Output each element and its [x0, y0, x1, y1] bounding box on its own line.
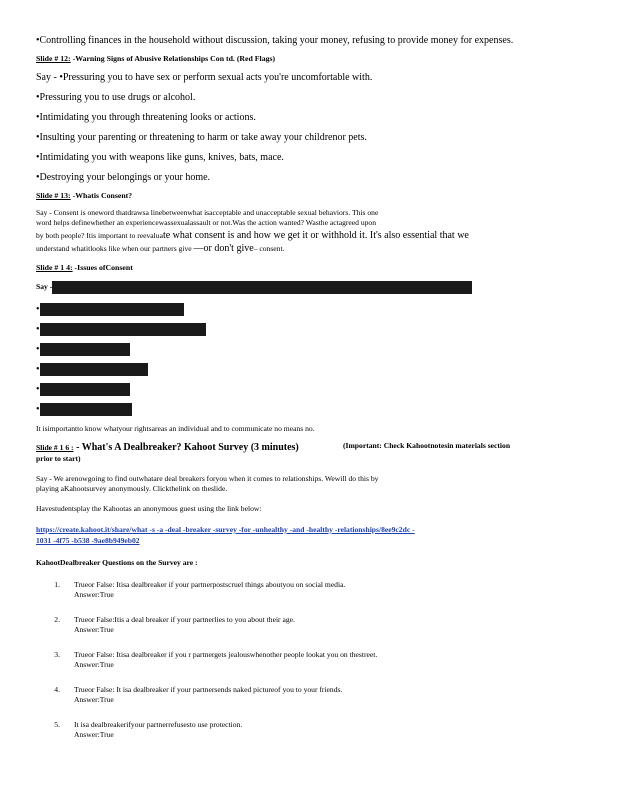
- answer-text: Answer:True: [74, 660, 114, 669]
- say-13-paragraph: [36, 208, 592, 254]
- say-13-line-4c: – consent.: [253, 244, 285, 253]
- slide-16-heading: [36, 440, 592, 464]
- questions-heading: KahootDealbreaker Questions on the Survey are :: [36, 558, 198, 567]
- kahoot-link-line-1[interactable]: https://create.kahoot.it/share/what -s -a -deal -breaker -survey -for -unhealthy -and -healthy -relationships/8ee9c2dc -: [36, 525, 415, 534]
- document-page: [36, 34, 592, 755]
- redaction-bar: [40, 383, 130, 396]
- slide-16-important-note: (Important: Check Kahootnotesin materials section: [343, 441, 511, 450]
- bullet-insulting-parenting: •Insulting your parenting or threatening to harm or take away your childrenor pets.: [36, 132, 367, 143]
- say-16-line-1: Say - We arenowgoing to find outwhatare deal breakers foryou when it comes to relationships. Wewill do this by: [36, 474, 379, 483]
- question-text: Trueor False: Itisa dealbreaker if your partnerpostscruel things aboutyou on social media.: [74, 580, 346, 589]
- kahoot-link[interactable]: [36, 524, 592, 546]
- list-item: 3. Trueor False: Itisa dealbreaker if you r partnergets jealouswhenother people lookat you on thestreet. Answer:True: [54, 650, 378, 669]
- slide-14-heading: [36, 263, 592, 272]
- bullet-weapons: •Intimidating you with weapons like guns, knives, bats, mace.: [36, 152, 284, 163]
- redacted-bullet: •: [36, 342, 592, 356]
- bullet-intimidating-looks: •Intimidating you through threatening looks or actions.: [36, 112, 256, 123]
- slide-12-label: Slide # 12:: [36, 54, 71, 63]
- slide-14-label: Slide # 1 4:: [36, 263, 73, 272]
- slide-14-title: -Issues ofConsent: [72, 263, 133, 272]
- slide-13-title: -Whatis Consent?: [70, 191, 133, 200]
- list-item: 4. Trueor False: It isa dealbreaker if your partnersends naked pictureof you to your friends. Answer:True: [54, 685, 343, 704]
- list-item: 1. Trueor False: Itisa dealbreaker if your partnerpostscruel things aboutyou on social media. Answer:True: [54, 580, 346, 599]
- redaction-bar: [52, 281, 472, 294]
- slide-16-title: - What's A Dealbreaker? Kahoot Survey (3 minutes): [73, 442, 299, 453]
- bullet-belongings: •Destroying your belongings or your home.: [36, 172, 211, 183]
- say-13-line-1: Say - Consent is oneword thatdrawsa linebetweenwhat isacceptable and unacceptable sexual behaviors. This one: [36, 208, 379, 217]
- say-13-line-3a: by both people? Itis important to reevalua: [36, 231, 163, 240]
- redacted-bullet: •: [36, 402, 592, 416]
- answer-text: Answer:True: [74, 730, 114, 739]
- questions-list: [36, 580, 592, 740]
- redacted-bullet: •: [36, 382, 592, 396]
- importance-text: It isimportantto know whatyour rightsareas an individual and to communicate no means no.: [36, 424, 315, 433]
- slide-13-label: Slide # 13:: [36, 191, 71, 200]
- say-13-line-4a: understand whatitlooks like when our partners give: [36, 244, 194, 253]
- say-13-line-4b: —or don't give: [193, 243, 254, 254]
- controlling-bullet: •Controlling finances in the household without discussion, taking your money, refusing to provide money for expenses.: [36, 35, 514, 46]
- list-item: 2. Trueor False:Itis a deal breaker if your partnerlies to you about their age. Answer:True: [54, 615, 295, 634]
- say-12: Say - •Pressuring you to have sex or perform sexual acts you're uncomfortable with.: [36, 72, 373, 83]
- bullet-drugs: •Pressuring you to use drugs or alcohol.: [36, 92, 196, 103]
- say-13-line-3b: te what consent is and how we get it or withhold it. It's also essential that we: [162, 230, 469, 241]
- redaction-bar: [40, 363, 148, 376]
- kahoot-link-line-2[interactable]: 1031 -4f75 -b538 -9ae8b949eb02: [36, 536, 140, 545]
- question-text: Trueor False:Itis a deal breaker if your partnerlies to you about their age.: [74, 615, 295, 624]
- slide-12-heading: [36, 54, 592, 63]
- redaction-bar: [40, 403, 132, 416]
- redaction-bar: [40, 323, 206, 336]
- say-13-line-4: [36, 241, 592, 254]
- redaction-bar: [40, 343, 130, 356]
- say-14-row: [36, 280, 592, 294]
- redacted-bullet: •: [36, 362, 592, 376]
- slide-12-title: -Warning Signs of Abusive Relationships Con td. (Red Flags): [70, 54, 276, 63]
- redacted-bullet: •: [36, 302, 592, 316]
- question-text: Trueor False: It isa dealbreaker if your partnersends naked pictureof you to your friends.: [74, 685, 343, 694]
- say-13-line-3: [36, 228, 592, 241]
- say-14-label: Say -: [36, 282, 53, 291]
- say-13-line-2: word helps definewhether an experiencewassexualassault or not.Was the action wanted? Wasthe actagreed upon: [36, 218, 377, 227]
- slide-16-label: Slide # 1 6 :: [36, 443, 74, 452]
- redacted-bullet: •: [36, 322, 592, 336]
- redaction-bar: [40, 303, 184, 316]
- have-students-text: Havestudentsplay the Kahootas an anonymous guest using the link below:: [36, 504, 262, 513]
- say-16-paragraph: [36, 474, 592, 494]
- answer-text: Answer:True: [74, 625, 114, 634]
- question-text: Trueor False: Itisa dealbreaker if you r partnergets jealouswhenother people lookat you on thestreet.: [74, 650, 378, 659]
- slide-16-line-2: prior to start): [36, 454, 81, 463]
- answer-text: Answer:True: [74, 590, 114, 599]
- list-item: 5. It isa dealbreakerifyour partnerrefusesto use protection. Answer:True: [54, 720, 243, 739]
- answer-text: Answer:True: [74, 695, 114, 704]
- say-16-line-2: playing aKahootsurvey anonymously. Clickthelink on theslide.: [36, 484, 228, 493]
- slide-13-heading: [36, 191, 592, 200]
- question-text: It isa dealbreakerifyour partnerrefusesto use protection.: [74, 720, 243, 729]
